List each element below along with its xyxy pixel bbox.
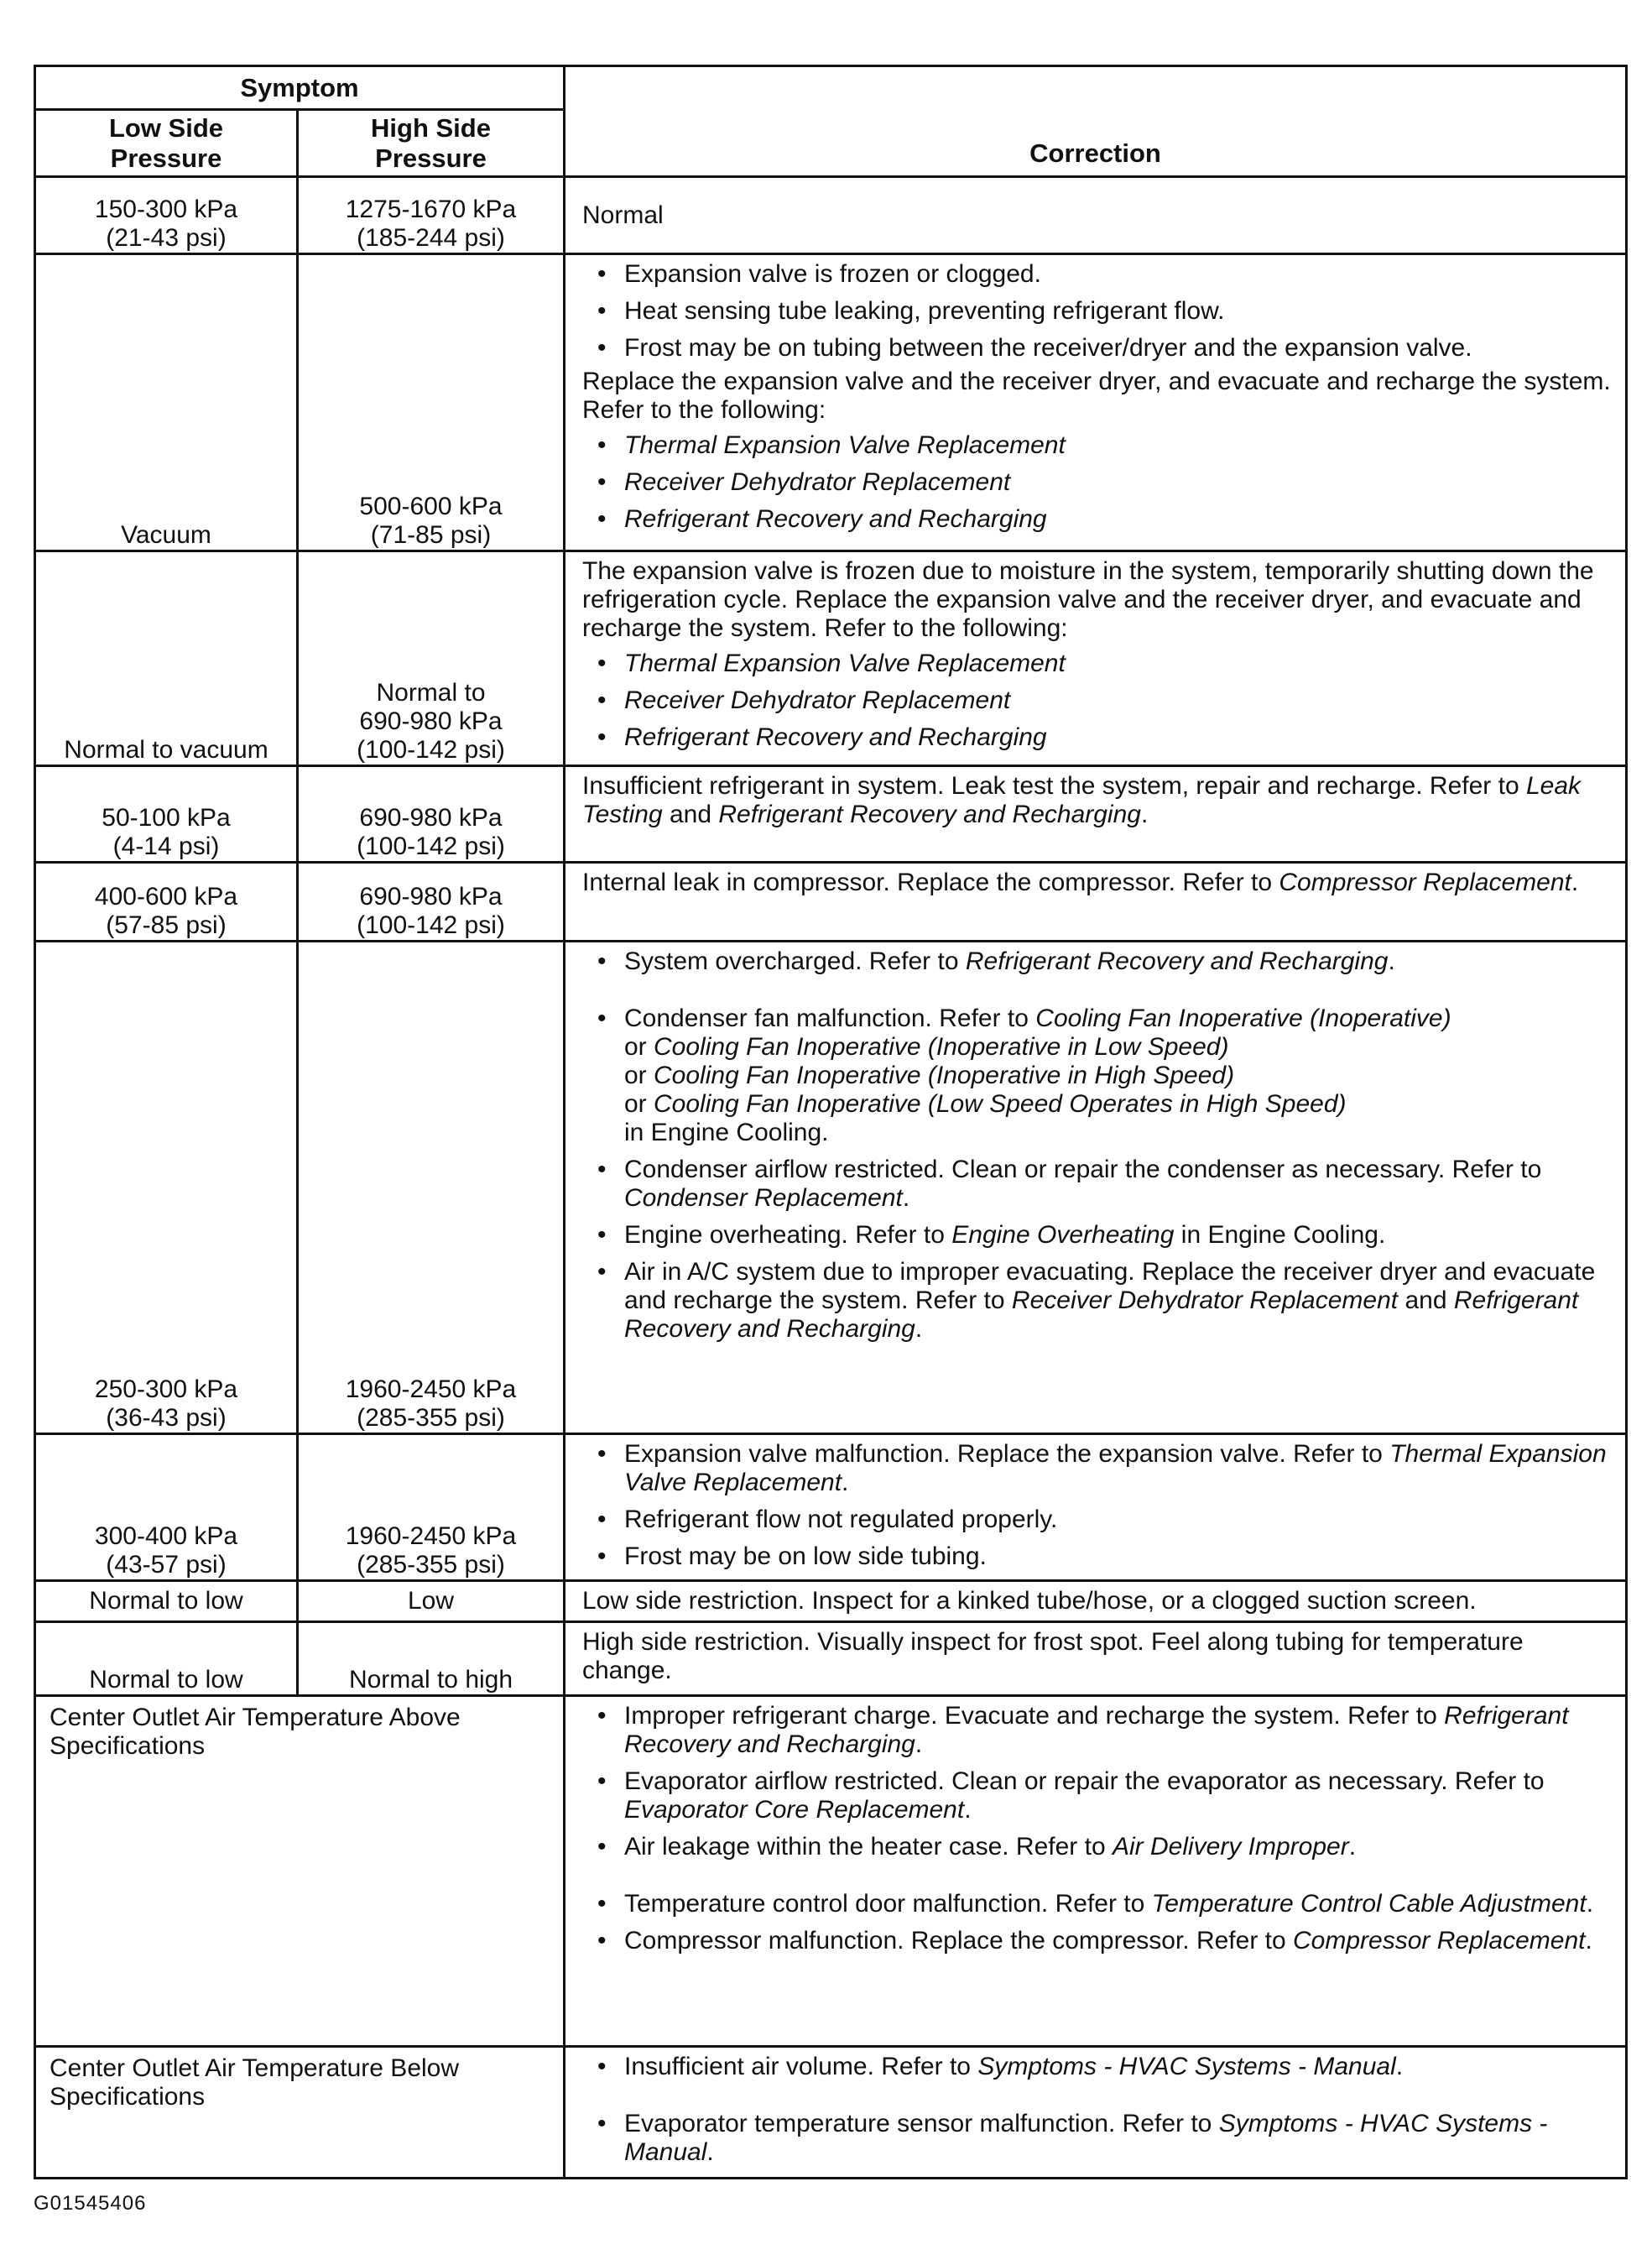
correction-cell bbox=[565, 1434, 1627, 1581]
list-item bbox=[582, 1927, 1613, 1955]
high-side-cell: 1960-2450 kPa (285-355 psi) bbox=[298, 942, 565, 1434]
correction-text: Evaporator airflow restricted. Clean or repair the evaporator as necessary. Refer to bbox=[624, 1767, 1545, 1795]
table-row bbox=[35, 2047, 1627, 2179]
correction-text: Insufficient air volume. Refer to bbox=[624, 2053, 978, 2080]
table-row bbox=[35, 863, 1627, 942]
list-item bbox=[582, 723, 1613, 752]
correction-text: Expansion valve malfunction. Replace the expansion valve. Refer to bbox=[624, 1440, 1390, 1468]
correction-text: or bbox=[624, 1090, 654, 1118]
correction-cell bbox=[565, 766, 1627, 863]
correction-text: Replace the expansion valve and the receiver dryer, and evacuate and recharge the system. Refer to the following: bbox=[582, 368, 1611, 424]
reference-link[interactable]: Cooling Fan Inoperative (Inoperative in High Speed) bbox=[654, 1062, 1235, 1089]
correction-text: Insufficient refrigerant in system. Leak test the system, repair and recharge. Refer to bbox=[582, 772, 1526, 800]
correction-text: Temperature control door malfunction. Refer to bbox=[624, 1890, 1152, 1918]
correction-text: . bbox=[1348, 1833, 1357, 1861]
low-side-cell: 250-300 kPa (36-43 psi) bbox=[35, 942, 298, 1434]
list-item: • Frost may be on tubing between the receiver/dryer and the expansion valve. bbox=[582, 334, 1613, 363]
list-item bbox=[582, 431, 1613, 460]
list-item: • Refrigerant flow not regulated properly. bbox=[582, 1506, 1613, 1534]
reference-link[interactable]: Thermal Expansion Valve Replacement bbox=[624, 431, 1066, 459]
list-item bbox=[582, 650, 1613, 678]
correction-text: Low side restriction. Inspect for a kinked tube/hose, or a clogged suction screen. bbox=[582, 1587, 1477, 1615]
reference-link[interactable]: Evaporator Core Replacement bbox=[624, 1796, 965, 1824]
correction-text: The expansion valve is frozen due to moisture in the system, temporarily shutting down the refrigeration cycle. Replace the expansion valve and the receiver dryer, and evacuate and recharge the system. Refer to the following: bbox=[582, 557, 1594, 642]
reference-link[interactable]: Condenser Replacement bbox=[624, 1184, 903, 1212]
table-row bbox=[35, 1696, 1627, 2047]
reference-link[interactable]: Refrigerant Recovery and Recharging bbox=[624, 505, 1047, 533]
table-row bbox=[35, 1434, 1627, 1581]
correction-cell bbox=[565, 1622, 1627, 1696]
correction-cell bbox=[565, 942, 1627, 1434]
correction-text: . bbox=[1585, 1927, 1592, 1954]
list-item bbox=[582, 1258, 1613, 1344]
high-side-cell: 1960-2450 kPa (285-355 psi) bbox=[298, 1434, 565, 1581]
correction-cell bbox=[565, 1696, 1627, 2047]
symptom-cell: Center Outlet Air Temperature Above Specifications bbox=[35, 1696, 565, 2047]
list-item bbox=[582, 1833, 1613, 1861]
correction-text: or bbox=[624, 1033, 654, 1061]
list-item bbox=[582, 2110, 1613, 2167]
high-side-cell: Normal to high bbox=[298, 1622, 565, 1696]
reference-link[interactable]: Symptoms - HVAC Systems - Manual bbox=[977, 2053, 1396, 2080]
reference-link[interactable]: Cooling Fan Inoperative (Low Speed Operates in High Speed) bbox=[654, 1090, 1347, 1118]
reference-link[interactable]: Receiver Dehydrator Replacement bbox=[1011, 1286, 1399, 1314]
list-item bbox=[582, 2053, 1613, 2081]
correction-cell bbox=[565, 254, 1627, 551]
list-item bbox=[582, 1767, 1613, 1824]
figure-id: G01545406 bbox=[34, 2192, 147, 2215]
correction-text: Air in A/C system due to improper evacuating. Replace the receiver dryer and evacuate and recharge the system. Refer to bbox=[624, 1258, 1596, 1314]
correction-text: Evaporator temperature sensor malfunction. Refer to bbox=[624, 2110, 1219, 2137]
table-row bbox=[35, 1581, 1627, 1622]
list-item bbox=[582, 468, 1613, 497]
low-side-cell: Normal to low bbox=[35, 1581, 298, 1622]
correction-text: . bbox=[902, 1184, 910, 1212]
correction-text: . bbox=[1571, 869, 1579, 896]
low-side-cell: Normal to vacuum bbox=[35, 551, 298, 766]
table-row bbox=[35, 766, 1627, 863]
low-side-cell: 150-300 kPa (21-43 psi) bbox=[35, 177, 298, 254]
reference-link[interactable]: Temperature Control Cable Adjustment bbox=[1151, 1890, 1587, 1918]
list-item bbox=[582, 1005, 1613, 1147]
list-item bbox=[582, 1221, 1613, 1250]
low-side-cell: 50-100 kPa (4-14 psi) bbox=[35, 766, 298, 863]
table-row bbox=[35, 177, 1627, 254]
high-side-cell: 690-980 kPa (100-142 psi) bbox=[298, 863, 565, 942]
correction-text: System overcharged. Refer to bbox=[624, 947, 966, 975]
table-row bbox=[35, 942, 1627, 1434]
correction-text: . bbox=[915, 1315, 923, 1343]
correction-text: . bbox=[915, 1730, 923, 1758]
correction-text: High side restriction. Visually inspect for frost spot. Feel along tubing for temperature change. bbox=[582, 1628, 1524, 1684]
high-side-cell: 690-980 kPa (100-142 psi) bbox=[298, 766, 565, 863]
correction-text: Engine overheating. Refer to bbox=[624, 1221, 952, 1249]
reference-link[interactable]: Refrigerant Recovery and Recharging bbox=[624, 1702, 1569, 1758]
correction-text: Air leakage within the heater case. Refer to bbox=[624, 1833, 1113, 1861]
correction-text: Condenser fan malfunction. Refer to bbox=[624, 1005, 1036, 1032]
reference-link[interactable]: Refrigerant Recovery and Recharging bbox=[624, 723, 1047, 751]
list-item bbox=[582, 1702, 1613, 1759]
correction-cell bbox=[565, 551, 1627, 766]
list-item bbox=[582, 947, 1613, 976]
high-side-cell: Low bbox=[298, 1581, 565, 1622]
correction-text: Improper refrigerant charge. Evacuate and recharge the system. Refer to bbox=[624, 1702, 1445, 1730]
correction-cell bbox=[565, 863, 1627, 942]
table-row bbox=[35, 551, 1627, 766]
correction-text: Compressor malfunction. Replace the compressor. Refer to bbox=[624, 1927, 1294, 1954]
reference-link[interactable]: Cooling Fan Inoperative (Inoperative in Low Speed) bbox=[654, 1033, 1229, 1061]
reference-link[interactable]: Receiver Dehydrator Replacement bbox=[624, 468, 1011, 496]
reference-link[interactable]: Refrigerant Recovery and Recharging bbox=[965, 947, 1389, 975]
symptom-table bbox=[34, 65, 1628, 2179]
correction-text: . bbox=[706, 2138, 714, 2166]
correction-text: Internal leak in compressor. Replace the compressor. Refer to bbox=[582, 869, 1279, 896]
low-side-pressure-header: Low Side Pressure bbox=[35, 110, 298, 177]
table-row bbox=[35, 254, 1627, 551]
high-side-cell: Normal to 690-980 kPa (100-142 psi) bbox=[298, 551, 565, 766]
reference-link[interactable]: Cooling Fan Inoperative (Inoperative) bbox=[1035, 1005, 1451, 1032]
low-side-cell: Vacuum bbox=[35, 254, 298, 551]
symptom-header: Symptom bbox=[35, 66, 565, 110]
correction-text: and bbox=[662, 801, 719, 828]
symptom-cell: Center Outlet Air Temperature Below Specifications bbox=[35, 2047, 565, 2179]
correction-text: in Engine Cooling. bbox=[624, 1119, 829, 1146]
list-item bbox=[582, 1440, 1613, 1497]
correction-cell bbox=[565, 2047, 1627, 2179]
correction-text: . bbox=[1395, 2053, 1404, 2080]
low-side-cell: 400-600 kPa (57-85 psi) bbox=[35, 863, 298, 942]
list-item bbox=[582, 1890, 1613, 1918]
correction-text: Normal bbox=[582, 201, 664, 229]
list-item bbox=[582, 686, 1613, 715]
reference-link[interactable]: Receiver Dehydrator Replacement bbox=[624, 686, 1011, 714]
reference-link[interactable]: Compressor Replacement bbox=[1293, 1927, 1586, 1954]
list-item bbox=[582, 505, 1613, 534]
list-item: • Expansion valve is frozen or clogged. bbox=[582, 260, 1613, 289]
reference-link[interactable]: Refrigerant Recovery and Recharging bbox=[624, 1286, 1579, 1343]
correction-cell bbox=[565, 1581, 1627, 1622]
reference-link[interactable]: Compressor Replacement bbox=[1279, 869, 1571, 896]
high-side-cell: 500-600 kPa (71-85 psi) bbox=[298, 254, 565, 551]
reference-link[interactable]: Air Delivery Improper bbox=[1112, 1833, 1349, 1861]
list-item: • Heat sensing tube leaking, preventing refrigerant flow. bbox=[582, 297, 1613, 326]
correction-header: Correction bbox=[565, 66, 1627, 177]
low-side-cell: Normal to low bbox=[35, 1622, 298, 1696]
correction-text: or bbox=[624, 1062, 654, 1089]
reference-link[interactable]: Thermal Expansion Valve Replacement bbox=[624, 1440, 1607, 1496]
reference-link[interactable]: Refrigerant Recovery and Recharging bbox=[718, 801, 1141, 828]
low-side-cell: 300-400 kPa (43-57 psi) bbox=[35, 1434, 298, 1581]
list-item: • Frost may be on low side tubing. bbox=[582, 1542, 1613, 1571]
list-item bbox=[582, 1156, 1613, 1213]
correction-text: . bbox=[1140, 801, 1149, 828]
correction-text: . bbox=[1586, 1890, 1594, 1918]
high-side-pressure-header: High Side Pressure bbox=[298, 110, 565, 177]
reference-link[interactable]: Thermal Expansion Valve Replacement bbox=[624, 650, 1066, 677]
reference-link[interactable]: Engine Overheating bbox=[951, 1221, 1175, 1249]
correction-text: . bbox=[1388, 947, 1395, 975]
correction-text: Condenser airflow restricted. Clean or repair the condenser as necessary. Refer to bbox=[624, 1156, 1542, 1183]
correction-text: . bbox=[842, 1469, 849, 1496]
correction-cell bbox=[565, 177, 1627, 254]
correction-text: . bbox=[964, 1796, 972, 1824]
reference-link[interactable]: Leak Testing bbox=[582, 772, 1582, 828]
reference-link[interactable]: Symptoms - HVAC Systems - Manual bbox=[624, 2110, 1548, 2166]
table-row bbox=[35, 1622, 1627, 1696]
correction-text: and bbox=[1398, 1286, 1454, 1314]
high-side-cell: 1275-1670 kPa (185-244 psi) bbox=[298, 177, 565, 254]
correction-text: in Engine Cooling. bbox=[1174, 1221, 1386, 1249]
